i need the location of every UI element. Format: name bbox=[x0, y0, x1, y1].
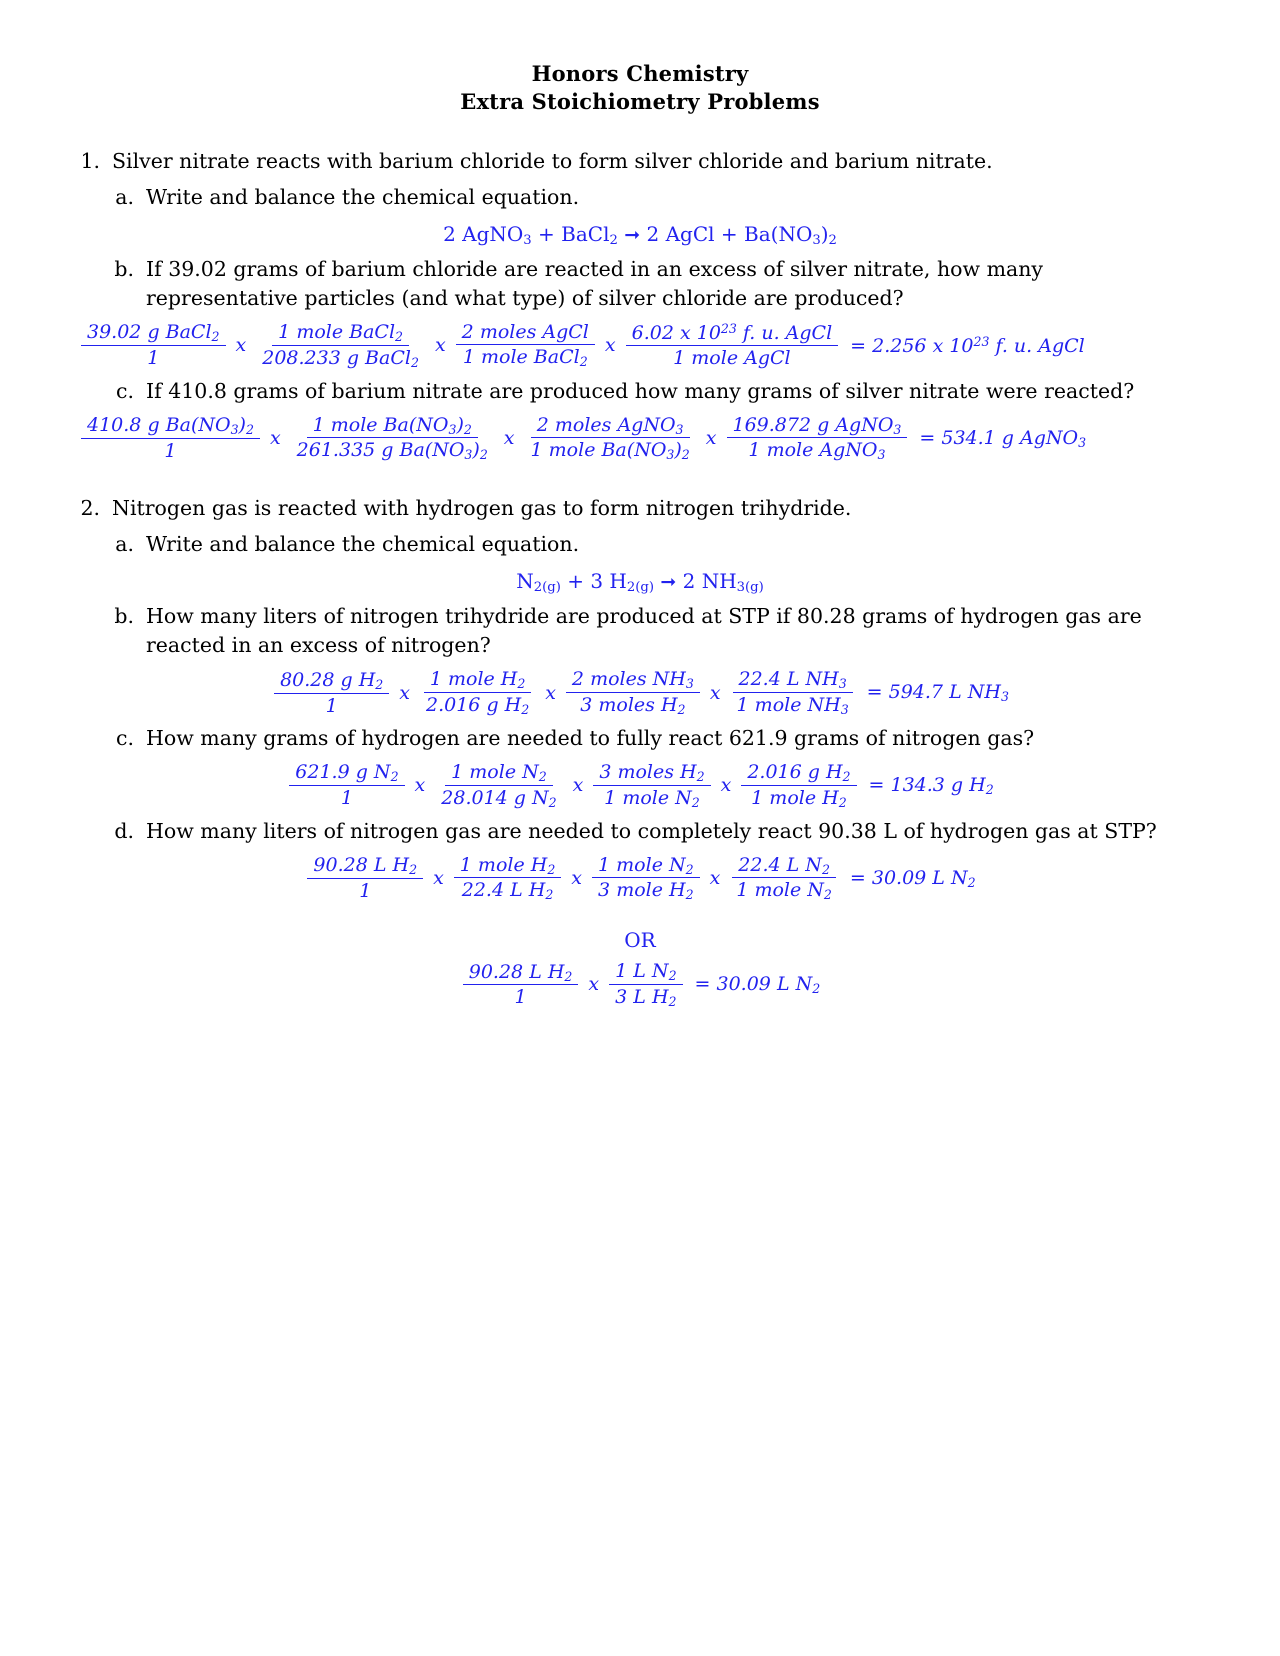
problem-2-statement bbox=[70, 494, 1210, 523]
problem-1c bbox=[70, 377, 1210, 406]
problem-2a-text: Write and balance the chemical equation. bbox=[146, 532, 580, 557]
factor: $\frac{22.4 L NH_3}{1 mole NH_3}$ bbox=[731, 668, 855, 717]
problem-2c-result: = 134.3 g $H_2$ bbox=[868, 773, 994, 797]
multiply-symbol: x bbox=[705, 426, 717, 449]
factor: $\frac{22.4 L N_2}{1 mole N_2}$ bbox=[730, 854, 838, 903]
problem-2c-work bbox=[70, 761, 1210, 810]
problem-1b bbox=[70, 255, 1210, 313]
factor: $\frac{169.872 g AgNO_3}{1 mole AgNO_3}$ bbox=[727, 414, 908, 463]
problem-2a-equation: $N_{2(g)} + 3$ $H_{2(g)}$ ➞ 2 $NH_{3(g)}$ bbox=[516, 569, 764, 596]
factor: $\frac{\text{2 moles AgCl}}{1 mole BaCl_2}$ bbox=[456, 321, 595, 369]
problem-2-number: 2. bbox=[80, 496, 100, 521]
problem-1b-work bbox=[70, 321, 1210, 370]
problem-2 bbox=[70, 494, 1210, 1009]
factor: $\frac{1 mole N_2}{28.014 g N_2}$ bbox=[441, 761, 557, 810]
problem-1-prompt: Silver nitrate reacts with barium chloride to form silver chloride and barium nitrate. bbox=[112, 148, 993, 173]
problem-2d-alt-label: OR bbox=[624, 928, 656, 953]
problem-2d-text: How many liters of nitrogen gas are needed to completely react 90.38 L of hydrogen gas at STP? bbox=[146, 818, 1157, 843]
multiply-symbol: x bbox=[433, 866, 444, 889]
problem-1b-result: = 2.256 x $10^{23}$ f. u. AgCl bbox=[850, 333, 1085, 357]
problem-1b-text: If 39.02 grams of barium chloride are reacted in an excess of silver nitrate, how many representative particles (and what type) of silver chloride are produced? bbox=[146, 256, 1044, 310]
factor: $\frac{1 mole H_2}{2.016 g H_2}$ bbox=[420, 668, 535, 717]
factor: $\frac{2 moles NH_3}{3 moles H_2}$ bbox=[566, 668, 700, 717]
multiply-symbol: x bbox=[399, 681, 410, 704]
factor: $\frac{1 mole BaCl_2}{208.233 g BaCl_2}$ bbox=[262, 321, 419, 370]
multiply-symbol: x bbox=[503, 426, 515, 449]
factor: $\frac{2.016 g H_2}{1 mole H_2}$ bbox=[741, 761, 856, 810]
factor: $\frac{3 moles H_2}{1 mole N_2}$ bbox=[593, 761, 710, 810]
factor: $\frac{1 L N_2}{3 L H_2}$ bbox=[609, 960, 682, 1009]
problem-2b-letter: b. bbox=[114, 604, 134, 629]
factor: $\frac{80.28 g H_2}{1}$ bbox=[274, 669, 389, 717]
multiply-symbol: x bbox=[720, 774, 732, 797]
factor: $\frac{90.28 L H_2}{1}$ bbox=[307, 854, 423, 902]
factor: $\frac{6.02 x 10^{23} f. u. AgCl}{\text{1 mole AgCl}}$ bbox=[626, 321, 839, 369]
problem-2d-alt-result: = 30.09 L $N_2$ bbox=[694, 973, 821, 996]
factor: $\frac{410.8 g Ba(NO_3)_2}{1}$ bbox=[81, 414, 260, 462]
factor: $\frac{1 mole N_2}{3 mole H_2}$ bbox=[592, 854, 700, 903]
problem-2b-work bbox=[70, 668, 1210, 717]
factor: $\frac{39.02 g BaCl_2}{1}$ bbox=[81, 321, 226, 369]
multiply-symbol: x bbox=[709, 866, 721, 889]
reaction-arrow-icon: ➞ bbox=[624, 223, 641, 246]
problem-2d-result: = 30.09 L $N_2$ bbox=[849, 866, 976, 890]
problem-2b-result: = 594.7 L $NH_3$ bbox=[866, 681, 1009, 705]
problem-1a-equation: 2 AgNO$_3$ + BaCl$_2$ ➞ 2 AgCl + $Ba(NO_3)_2$ bbox=[443, 221, 837, 248]
problem-2c-text: How many grams of hydrogen are needed to fully react 621.9 grams of nitrogen gas? bbox=[146, 725, 1035, 750]
problem-1a-letter: a. bbox=[115, 184, 134, 209]
multiply-symbol: x bbox=[269, 426, 281, 449]
problem-2a-letter: a. bbox=[115, 532, 134, 557]
problem-1a-text: Write and balance the chemical equation. bbox=[146, 184, 580, 209]
problem-1-number: 1. bbox=[80, 148, 100, 173]
problem-2b bbox=[70, 602, 1210, 660]
factor: $\frac{90.28 L H_2}{1}$ bbox=[463, 961, 579, 1009]
multiply-symbol: x bbox=[572, 774, 584, 797]
problem-1a bbox=[70, 183, 1210, 212]
problem-2-prompt: Nitrogen gas is reacted with hydrogen gas to form nitrogen trihydride. bbox=[112, 496, 852, 521]
problem-1c-text: If 410.8 grams of barium nitrate are produced how many grams of silver nitrate were reacted? bbox=[146, 378, 1135, 403]
problem-1 bbox=[70, 147, 1210, 462]
multiply-symbol: x bbox=[709, 681, 721, 704]
problem-1-statement bbox=[70, 147, 1210, 176]
factor: $\frac{621.9 g N_2}{1}$ bbox=[289, 761, 404, 809]
problem-1c-letter: c. bbox=[116, 378, 134, 403]
title-line-course: Honors Chemistry bbox=[531, 61, 749, 86]
title-line-subject: Extra Stoichiometry Problems bbox=[460, 89, 820, 115]
problem-1c-work bbox=[70, 414, 1210, 463]
multiply-symbol: x bbox=[235, 334, 247, 357]
factor: $\frac{1 mole H_2}{22.4 L H_2}$ bbox=[454, 854, 562, 903]
page-title bbox=[70, 60, 1210, 117]
factor: $\frac{2 moles AgNO_3}{1 mole Ba(NO_3)_2}$ bbox=[530, 413, 690, 463]
problem-2d-work bbox=[70, 854, 1210, 903]
problem-1c-result: = 534.1 g AgNO$_3$ bbox=[919, 426, 1087, 450]
multiply-symbol: x bbox=[604, 334, 616, 357]
multiply-symbol: x bbox=[571, 866, 583, 889]
multiply-symbol: x bbox=[414, 774, 426, 797]
multiply-symbol: x bbox=[545, 681, 556, 704]
multiply-symbol: x bbox=[434, 334, 446, 357]
problem-2d-alt-work bbox=[70, 960, 1210, 1009]
problem-1b-letter: b. bbox=[114, 256, 134, 281]
reaction-arrow-icon: ➞ bbox=[660, 571, 677, 594]
problem-2d-letter: d. bbox=[114, 818, 134, 843]
problem-2b-text: How many liters of nitrogen trihydride are produced at STP if 80.28 grams of hydrogen gas are reacted in an excess of nitrogen? bbox=[146, 604, 1142, 658]
problem-2a bbox=[70, 530, 1210, 559]
factor: $\frac{1 mole Ba(NO_3)_2}{261.335 g Ba(NO_3)_2}$ bbox=[296, 413, 488, 463]
multiply-symbol: x bbox=[588, 973, 600, 996]
problem-2c-letter: c. bbox=[116, 725, 134, 750]
problem-2d bbox=[70, 817, 1210, 846]
problem-2c bbox=[70, 724, 1210, 753]
